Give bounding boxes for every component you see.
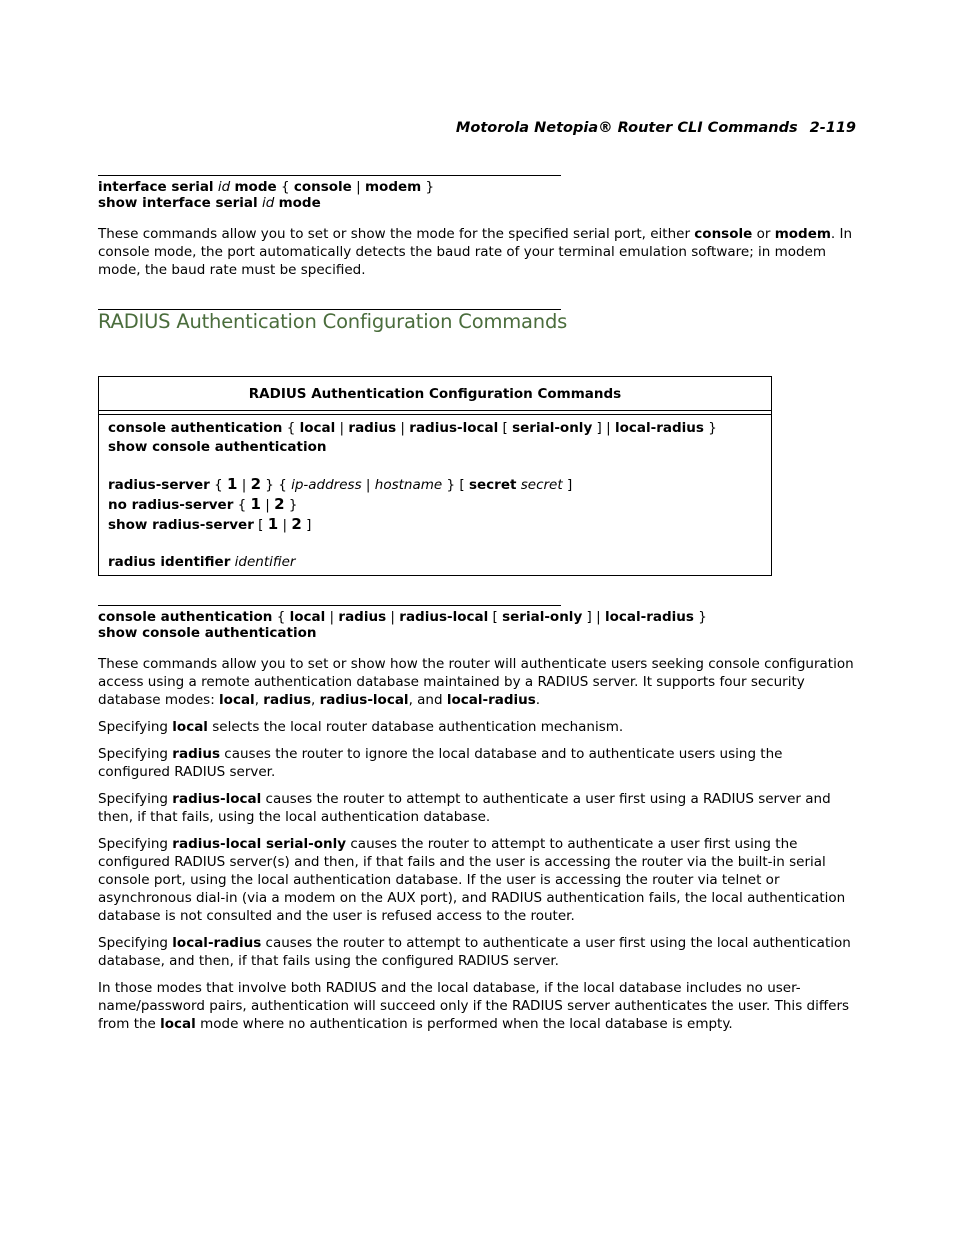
table-row bbox=[108, 475, 717, 495]
keyword: secret bbox=[468, 477, 517, 494]
brace: { bbox=[237, 496, 247, 513]
paragraph bbox=[98, 718, 858, 736]
text: , bbox=[311, 692, 320, 708]
brace: } bbox=[425, 179, 435, 195]
keyword: show interface serial bbox=[98, 195, 258, 211]
text: These commands allow you to set or show how the router will authenticate users seeking console configuration access using a remote authentication database maintained by a RADIUS server. It supports four security database modes: bbox=[98, 656, 854, 708]
text: selects the local router database authentication mechanism. bbox=[207, 719, 624, 735]
keyword: radius-local bbox=[399, 609, 489, 625]
bracket: [ bbox=[492, 609, 498, 625]
text: , bbox=[254, 692, 264, 708]
argument: id bbox=[217, 179, 231, 195]
separator: | bbox=[390, 609, 395, 625]
separator: | bbox=[356, 179, 361, 195]
separator: | bbox=[339, 420, 345, 436]
text: These commands allow you to set or show the mode for the specified serial port, either bbox=[98, 226, 695, 242]
table-body bbox=[108, 419, 717, 572]
text: Specifying bbox=[98, 836, 173, 852]
keyword: serial-only bbox=[512, 420, 593, 436]
keyword: serial-only bbox=[502, 609, 583, 625]
serial-description bbox=[98, 225, 858, 279]
keyword: radius bbox=[348, 420, 397, 436]
syntax-line bbox=[98, 179, 434, 195]
number: 2 bbox=[250, 475, 261, 494]
text: causes the router to attempt to authenticate a user first using the local authentication database, and then, if that fails using the configured RADIUS server. bbox=[98, 935, 851, 969]
keyword: local-radius bbox=[446, 692, 536, 708]
text: . bbox=[535, 692, 541, 708]
text: Specifying bbox=[98, 935, 173, 951]
keyword: radius identifier bbox=[108, 553, 231, 570]
argument: ip-address bbox=[291, 477, 362, 494]
keyword: local bbox=[289, 609, 326, 625]
text: Specifying bbox=[98, 746, 173, 762]
number: 2 bbox=[274, 494, 285, 513]
separator: | bbox=[400, 420, 405, 436]
text: or bbox=[752, 226, 775, 242]
separator: | bbox=[282, 516, 288, 533]
header-title: Motorola Netopia® Router CLI Commands bbox=[455, 120, 798, 136]
keyword: mode bbox=[234, 179, 277, 195]
text: mode where no authentication is performed when the local database is empty. bbox=[195, 1016, 733, 1032]
table-row bbox=[108, 515, 717, 535]
keyword: modem bbox=[364, 179, 422, 195]
keyword: radius-local bbox=[172, 791, 262, 807]
keyword: radius-local bbox=[319, 692, 409, 708]
divider bbox=[99, 410, 771, 411]
paragraph bbox=[98, 225, 858, 279]
keyword: mode bbox=[278, 195, 321, 211]
bracket: [ bbox=[258, 516, 264, 533]
keyword: local bbox=[219, 692, 255, 708]
keyword: local bbox=[160, 1016, 196, 1032]
keyword: no radius-server bbox=[108, 496, 234, 513]
separator: | bbox=[329, 609, 335, 625]
separator: | bbox=[241, 477, 247, 494]
page-number: 2-119 bbox=[809, 120, 856, 136]
paragraph bbox=[98, 790, 858, 826]
console-auth-description bbox=[98, 655, 858, 1033]
keyword: interface serial bbox=[98, 179, 214, 195]
text: causes the router to ignore the local database and to authenticate users using the configured RADIUS server. bbox=[98, 746, 783, 780]
bracket: [ bbox=[459, 477, 465, 494]
paragraph bbox=[98, 979, 858, 1033]
keyword: local-radius bbox=[614, 420, 704, 436]
brace: { bbox=[278, 477, 287, 494]
console-auth-syntax bbox=[98, 609, 707, 641]
table-heading: RADIUS Authentication Configuration Commands bbox=[248, 386, 622, 402]
brace: } bbox=[708, 420, 717, 436]
keyword: radius bbox=[263, 692, 312, 708]
keyword: modem bbox=[774, 226, 831, 242]
text: Specifying bbox=[98, 719, 173, 735]
syntax-line: show console authentication bbox=[98, 625, 317, 641]
text: Specifying bbox=[98, 791, 173, 807]
paragraph bbox=[98, 655, 858, 709]
brace: } bbox=[698, 609, 707, 625]
number: 1 bbox=[250, 494, 261, 513]
bracket: ] bbox=[596, 420, 602, 436]
running-header bbox=[456, 120, 856, 136]
keyword: radius-server bbox=[108, 477, 210, 494]
keyword: radius bbox=[338, 609, 387, 625]
text: In those modes that involve both RADIUS and the local database, if the local database includes no user-name/password pairs, authentication will succeed only if the RADIUS server authenticates the user. This differs from the bbox=[98, 980, 850, 1032]
argument: hostname bbox=[374, 477, 443, 494]
brace: { bbox=[286, 420, 296, 436]
text: . In console mode, the port automatically detects the baud rate of your terminal emulation software; in modem mode, the baud rate must be specified. bbox=[98, 226, 853, 278]
keyword: radius-local serial-only bbox=[172, 836, 347, 852]
text: , and bbox=[408, 692, 447, 708]
keyword: local-radius bbox=[172, 935, 262, 951]
brace: { bbox=[280, 179, 290, 195]
brace: } bbox=[446, 477, 456, 494]
section-rule bbox=[98, 605, 561, 606]
number: 2 bbox=[291, 514, 302, 533]
table-row: show console authentication bbox=[108, 438, 327, 455]
section-rule bbox=[98, 175, 561, 176]
paragraph bbox=[98, 934, 858, 970]
separator: | bbox=[265, 496, 270, 513]
number: 1 bbox=[267, 514, 279, 533]
keyword: local-radius bbox=[604, 609, 694, 625]
separator: | bbox=[606, 420, 611, 436]
separator: | bbox=[365, 477, 371, 494]
keyword: console authentication bbox=[108, 420, 283, 436]
text: causes the router to attempt to authenticate a user first using the configured RADIUS server(s) and then, if that fails and the user is accessing the router via the built-in serial console port, using the local authentication database. If the user is accessing the router via telnet or asynchronous dial-in (via a modem on the AUX port), and RADIUS authentication fails, the local authentication database is not consulted and the user is refused access to the router. bbox=[98, 836, 846, 924]
spacer bbox=[108, 534, 717, 553]
brace: { bbox=[214, 477, 223, 494]
keyword: local bbox=[299, 420, 336, 436]
argument: identifier bbox=[234, 553, 296, 570]
separator: | bbox=[596, 609, 601, 625]
bracket: ] bbox=[566, 477, 573, 494]
paragraph bbox=[98, 745, 858, 781]
syntax-line bbox=[98, 195, 434, 211]
table-row bbox=[108, 495, 717, 515]
spacer bbox=[108, 456, 717, 475]
brace: } bbox=[288, 496, 298, 513]
syntax-line bbox=[98, 609, 707, 625]
number: 1 bbox=[226, 475, 238, 494]
argument: id bbox=[261, 195, 275, 211]
bracket: [ bbox=[502, 420, 508, 436]
command-summary-table bbox=[98, 376, 772, 576]
paragraph bbox=[98, 835, 858, 925]
serial-command-syntax bbox=[98, 179, 434, 211]
keyword: console bbox=[694, 226, 753, 242]
keyword: console bbox=[293, 179, 352, 195]
divider bbox=[99, 414, 771, 415]
keyword: show radius-server bbox=[108, 516, 254, 533]
brace: } bbox=[265, 477, 274, 494]
text: causes the router to attempt to authenticate a user first using a RADIUS server and then, if that fails, using the local authentication database. bbox=[98, 791, 831, 825]
brace: { bbox=[276, 609, 286, 625]
table-row bbox=[108, 553, 717, 572]
argument: secret bbox=[520, 477, 563, 494]
bracket: ] bbox=[586, 609, 592, 625]
keyword: console authentication bbox=[98, 609, 273, 625]
keyword: local bbox=[172, 719, 208, 735]
bracket: ] bbox=[306, 516, 312, 533]
keyword: radius bbox=[172, 746, 221, 762]
table-row bbox=[108, 419, 717, 438]
section-title: RADIUS Authentication Configuration Commands bbox=[98, 310, 568, 333]
keyword: radius-local bbox=[409, 420, 499, 436]
